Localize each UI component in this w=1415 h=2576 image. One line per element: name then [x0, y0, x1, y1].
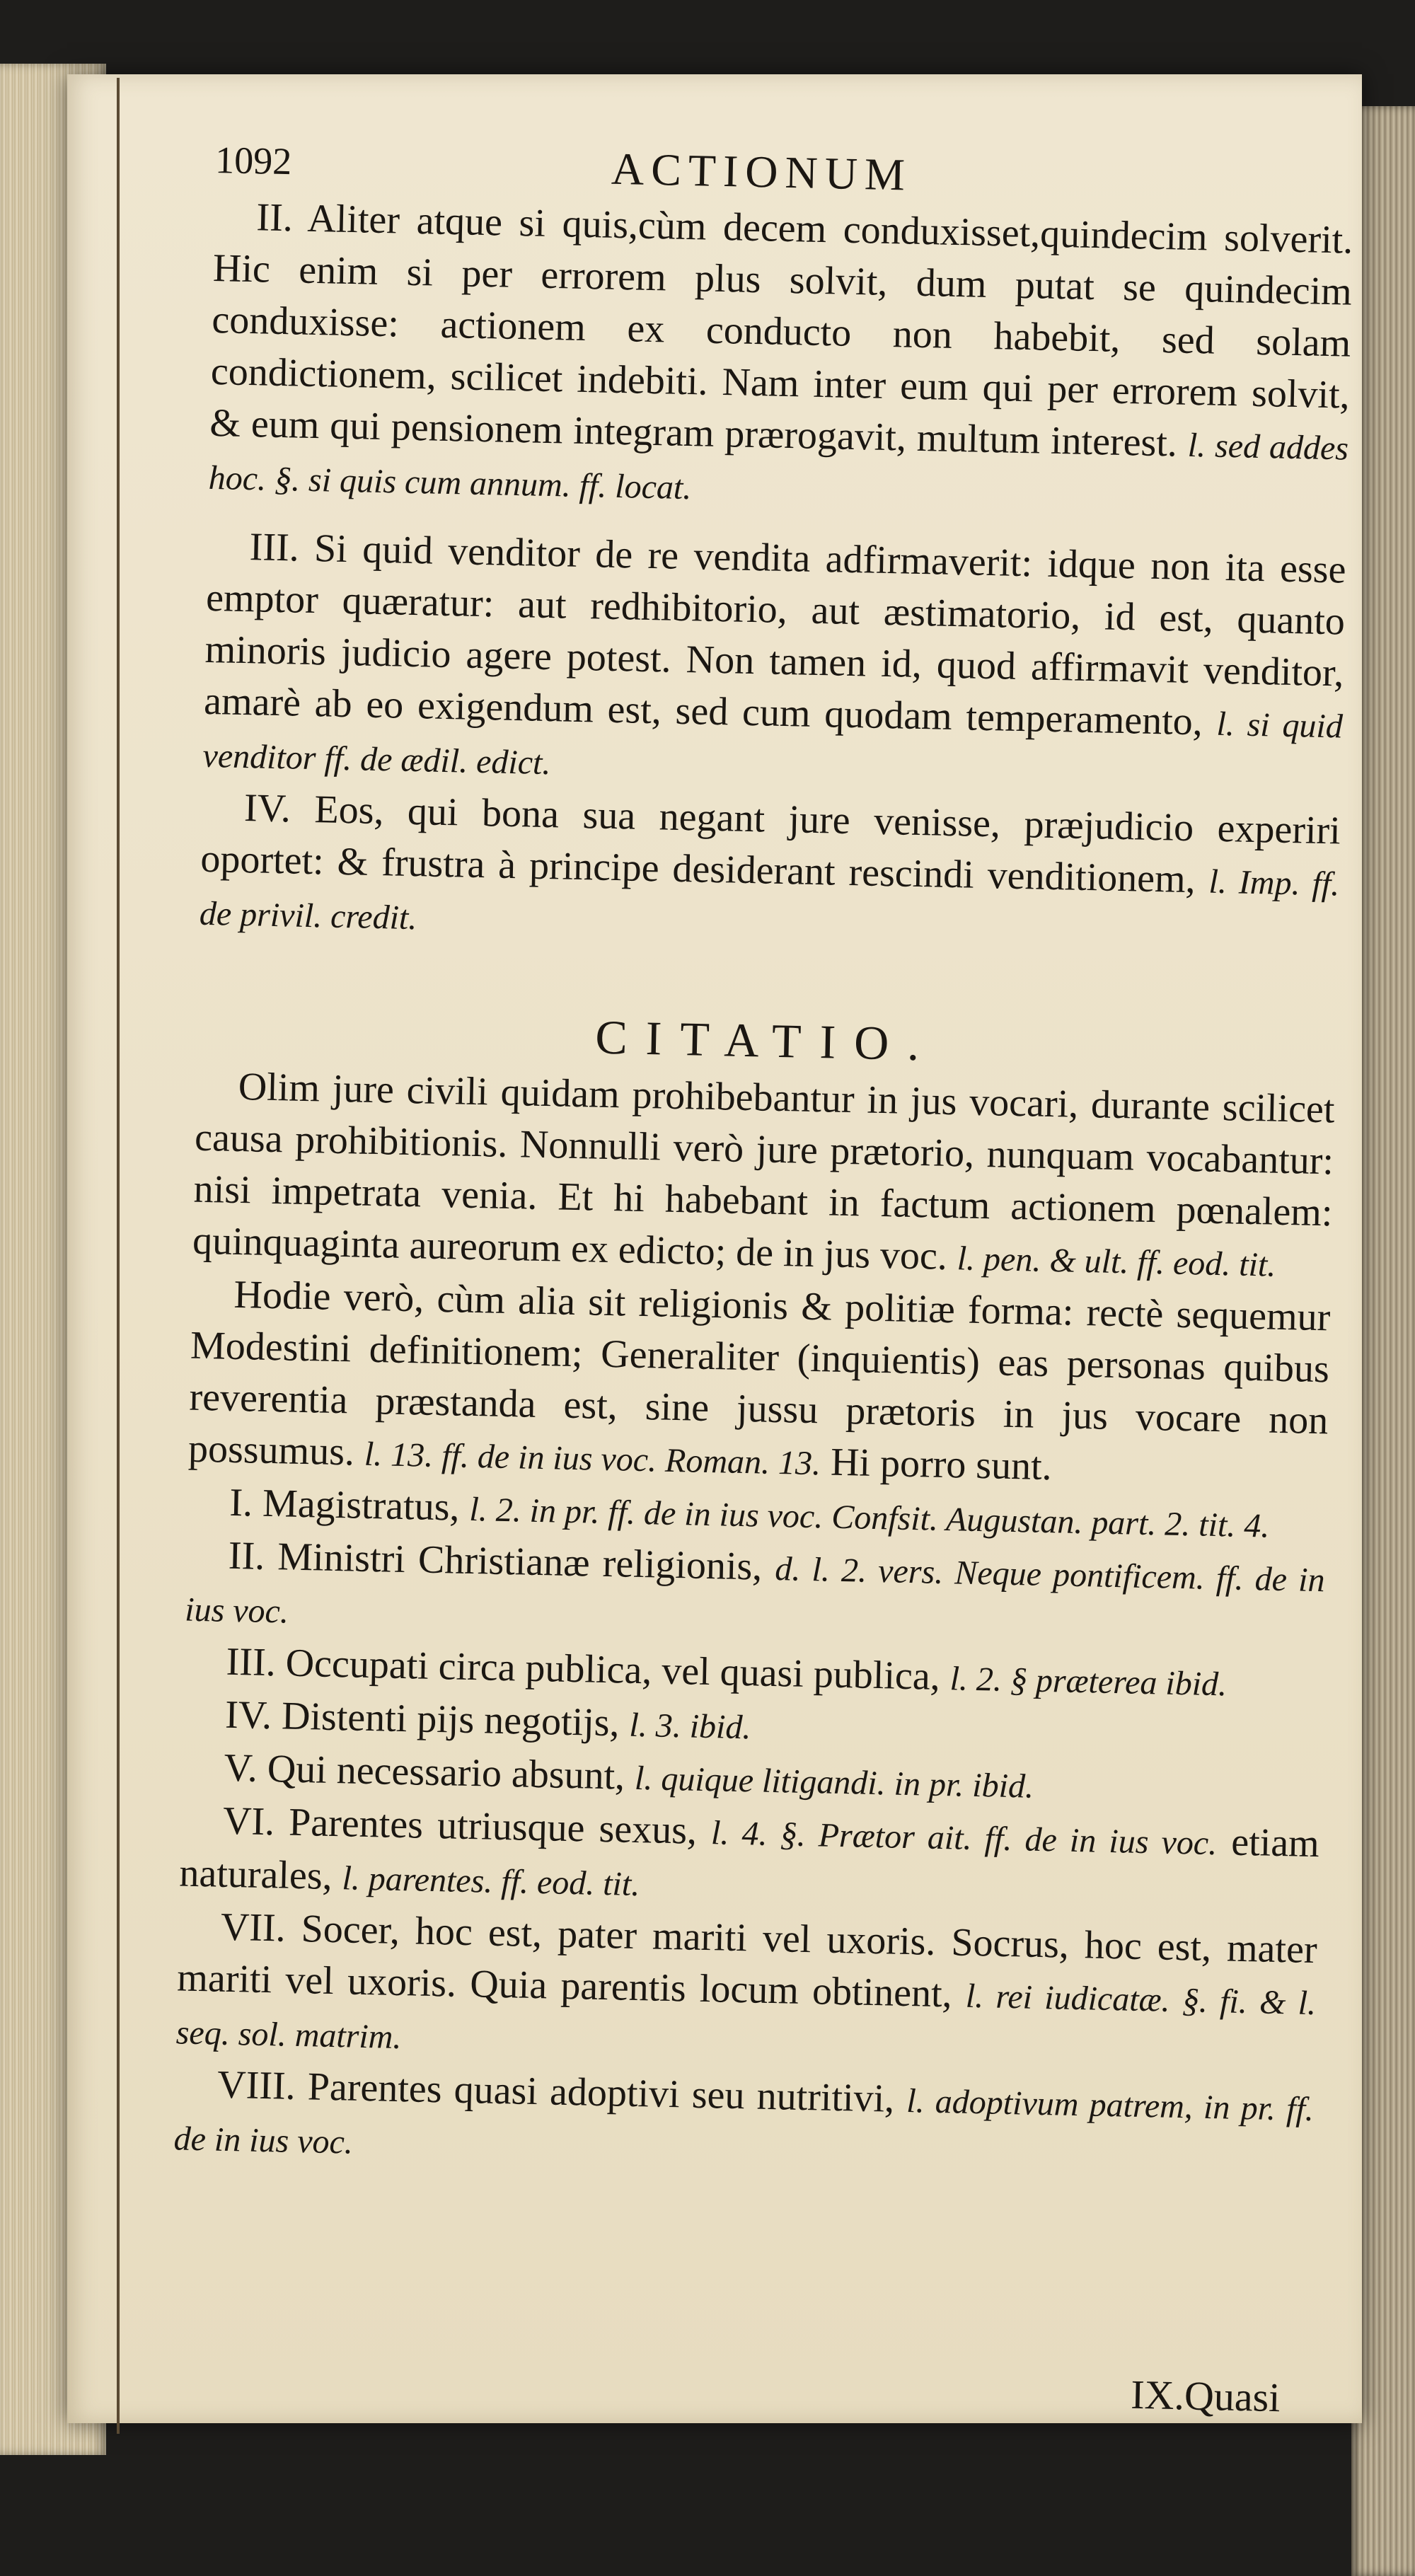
- catchword: IX.Quasi: [1130, 2371, 1281, 2421]
- citation-ref: l. 4. §. Prætor ait. ff. de in ius voc.: [710, 1814, 1218, 1863]
- paragraph-olim: Olim jure civili quidam prohibebantur in jus vocari, durante scilicet causa prohibitionis. Nonnulli verò jure prætorio, nunquam vocabantur: nisi impetrata venia. Et hi habebant in factum actionem pœnalem: quinquaginta aureorum ex edicto; de in jus voc. l. pen. & ult. ff. eod. tit.: [192, 1064, 1336, 1284]
- paragraph-iv: IV. Eos, qui bona sua negant jure venisse, præjudicio experiri oportet: & frustra à principe desiderant rescindi venditionem, l. Imp. ff. de privil. credit.: [199, 786, 1341, 937]
- citation-ref: l. 2. in pr. ff. de in ius voc. Confsit. Augustan. part. 2. tit. 4.: [468, 1490, 1270, 1545]
- list-item-iii: III. Occupati circa publica, vel quasi publica, l. 2. § præterea ibid.: [226, 1639, 1228, 1704]
- citation-ref: l. si quid venditor ff. de ædil. edict.: [202, 705, 1344, 782]
- citation-ref: l. quique litigandi. in pr. ibid.: [634, 1759, 1034, 1806]
- citation-ref: l. 2. § præterea ibid.: [949, 1660, 1228, 1704]
- page-number: 1092: [214, 138, 292, 183]
- citation-ref: l. sed addes hoc. §. si quis cum annum. ff. locat.: [208, 426, 1349, 507]
- list-item-viii: VIII. Parentes quasi adoptivi seu nutritivi, l. adoptivum patrem, in pr. ff. de in ius voc.: [173, 2062, 1315, 2161]
- citation-ref: l. parentes. ff. eod. tit.: [341, 1859, 640, 1904]
- citation-ref: l. Imp. ff. de privil. credit.: [199, 862, 1340, 937]
- citation-ref: l. pen. & ult. ff. eod. tit.: [957, 1240, 1276, 1284]
- page-content: [173, 134, 1355, 2421]
- list-item-i: I. Magistratus, l. 2. in pr. ff. de in ius voc. Confsit. Augustan. part. 2. tit. 4.: [229, 1480, 1270, 1545]
- citation-ref: l. 3. ibid.: [628, 1706, 752, 1747]
- paragraph-iii: III. Si quid venditor de re vendita adfirmaverit: idque non ita esse emptor quæratur: aut redhibitorio, aut æstimatorio, id est, quanto minoris judicio agere potest. Non tamen id, quod affirmavit venditor, amarè ab eo exigendum est, sed cum quodam temperamento, l. si quid venditor ff. de ædil. edict.: [202, 525, 1347, 782]
- list-item-ii: II. Ministri Christianæ religionis, d. l. 2. vers. Neque pontificem. ff. de in ius voc.: [184, 1533, 1326, 1631]
- citation-ref: l. adoptivum patrem, in pr. ff. de in ius voc.: [173, 2082, 1315, 2161]
- list-item-iv: IV. Distenti pijs negotijs, l. 3. ibid.: [224, 1692, 752, 1747]
- page-edge-line: [117, 78, 120, 2434]
- list-item-vii: VII. Socer, hoc est, pater mariti vel uxoris. Socrus, hoc est, mater mariti vel uxoris. Quia parentis locum obtinent, l. rei iudicatæ. §. fi. & l. seq. sol. matrim.: [175, 1905, 1318, 2057]
- citation-ref: l. 13. ff. de in ius voc. Roman. 13.: [364, 1435, 821, 1483]
- paragraph-ii: II. Aliter atque si quis,cùm decem conduxisset,quindecim solverit. Hic enim si per errorem plus solvit, dum putat se quindecim conduxisse: actionem ex conducto non habebit, sed solam condictionem, scilicet indebiti. Nam inter eum qui per errorem solvit, & eum qui pensionem integram prærogavit, multum interest. l. sed addes hoc. §. si quis cum annum. ff. locat.: [208, 195, 1353, 507]
- list-item-v: V. Qui necessario absunt, l. quique litigandi. in pr. ibid.: [224, 1745, 1034, 1806]
- citation-ref: l. rei iudicatæ. §. fi. & l. seq. sol. matrim.: [175, 1977, 1317, 2057]
- running-head: ACTIONUM: [611, 143, 913, 200]
- paragraph-hodie: Hodie verò, cùm alia sit religionis & politiæ forma: rectè sequemur Modestini definitionem; Generaliter (inquientis) eas personas quibus reverentia præstanda est, sine jussu prætoris in jus vocare non possumus. l. 13. ff. de in ius voc. Roman. 13. Hi porro sunt.: [187, 1272, 1331, 1489]
- citation-ref: d. l. 2. vers. Neque pontificem. ff. de in ius voc.: [184, 1550, 1326, 1631]
- list-item-vi: VI. Parentes utriusque sexus, l. 4. §. Prætor ait. ff. de in ius voc. etiam naturales, l. parentes. ff. eod. tit.: [178, 1798, 1320, 1904]
- section-title: CITATIO.: [594, 1010, 939, 1071]
